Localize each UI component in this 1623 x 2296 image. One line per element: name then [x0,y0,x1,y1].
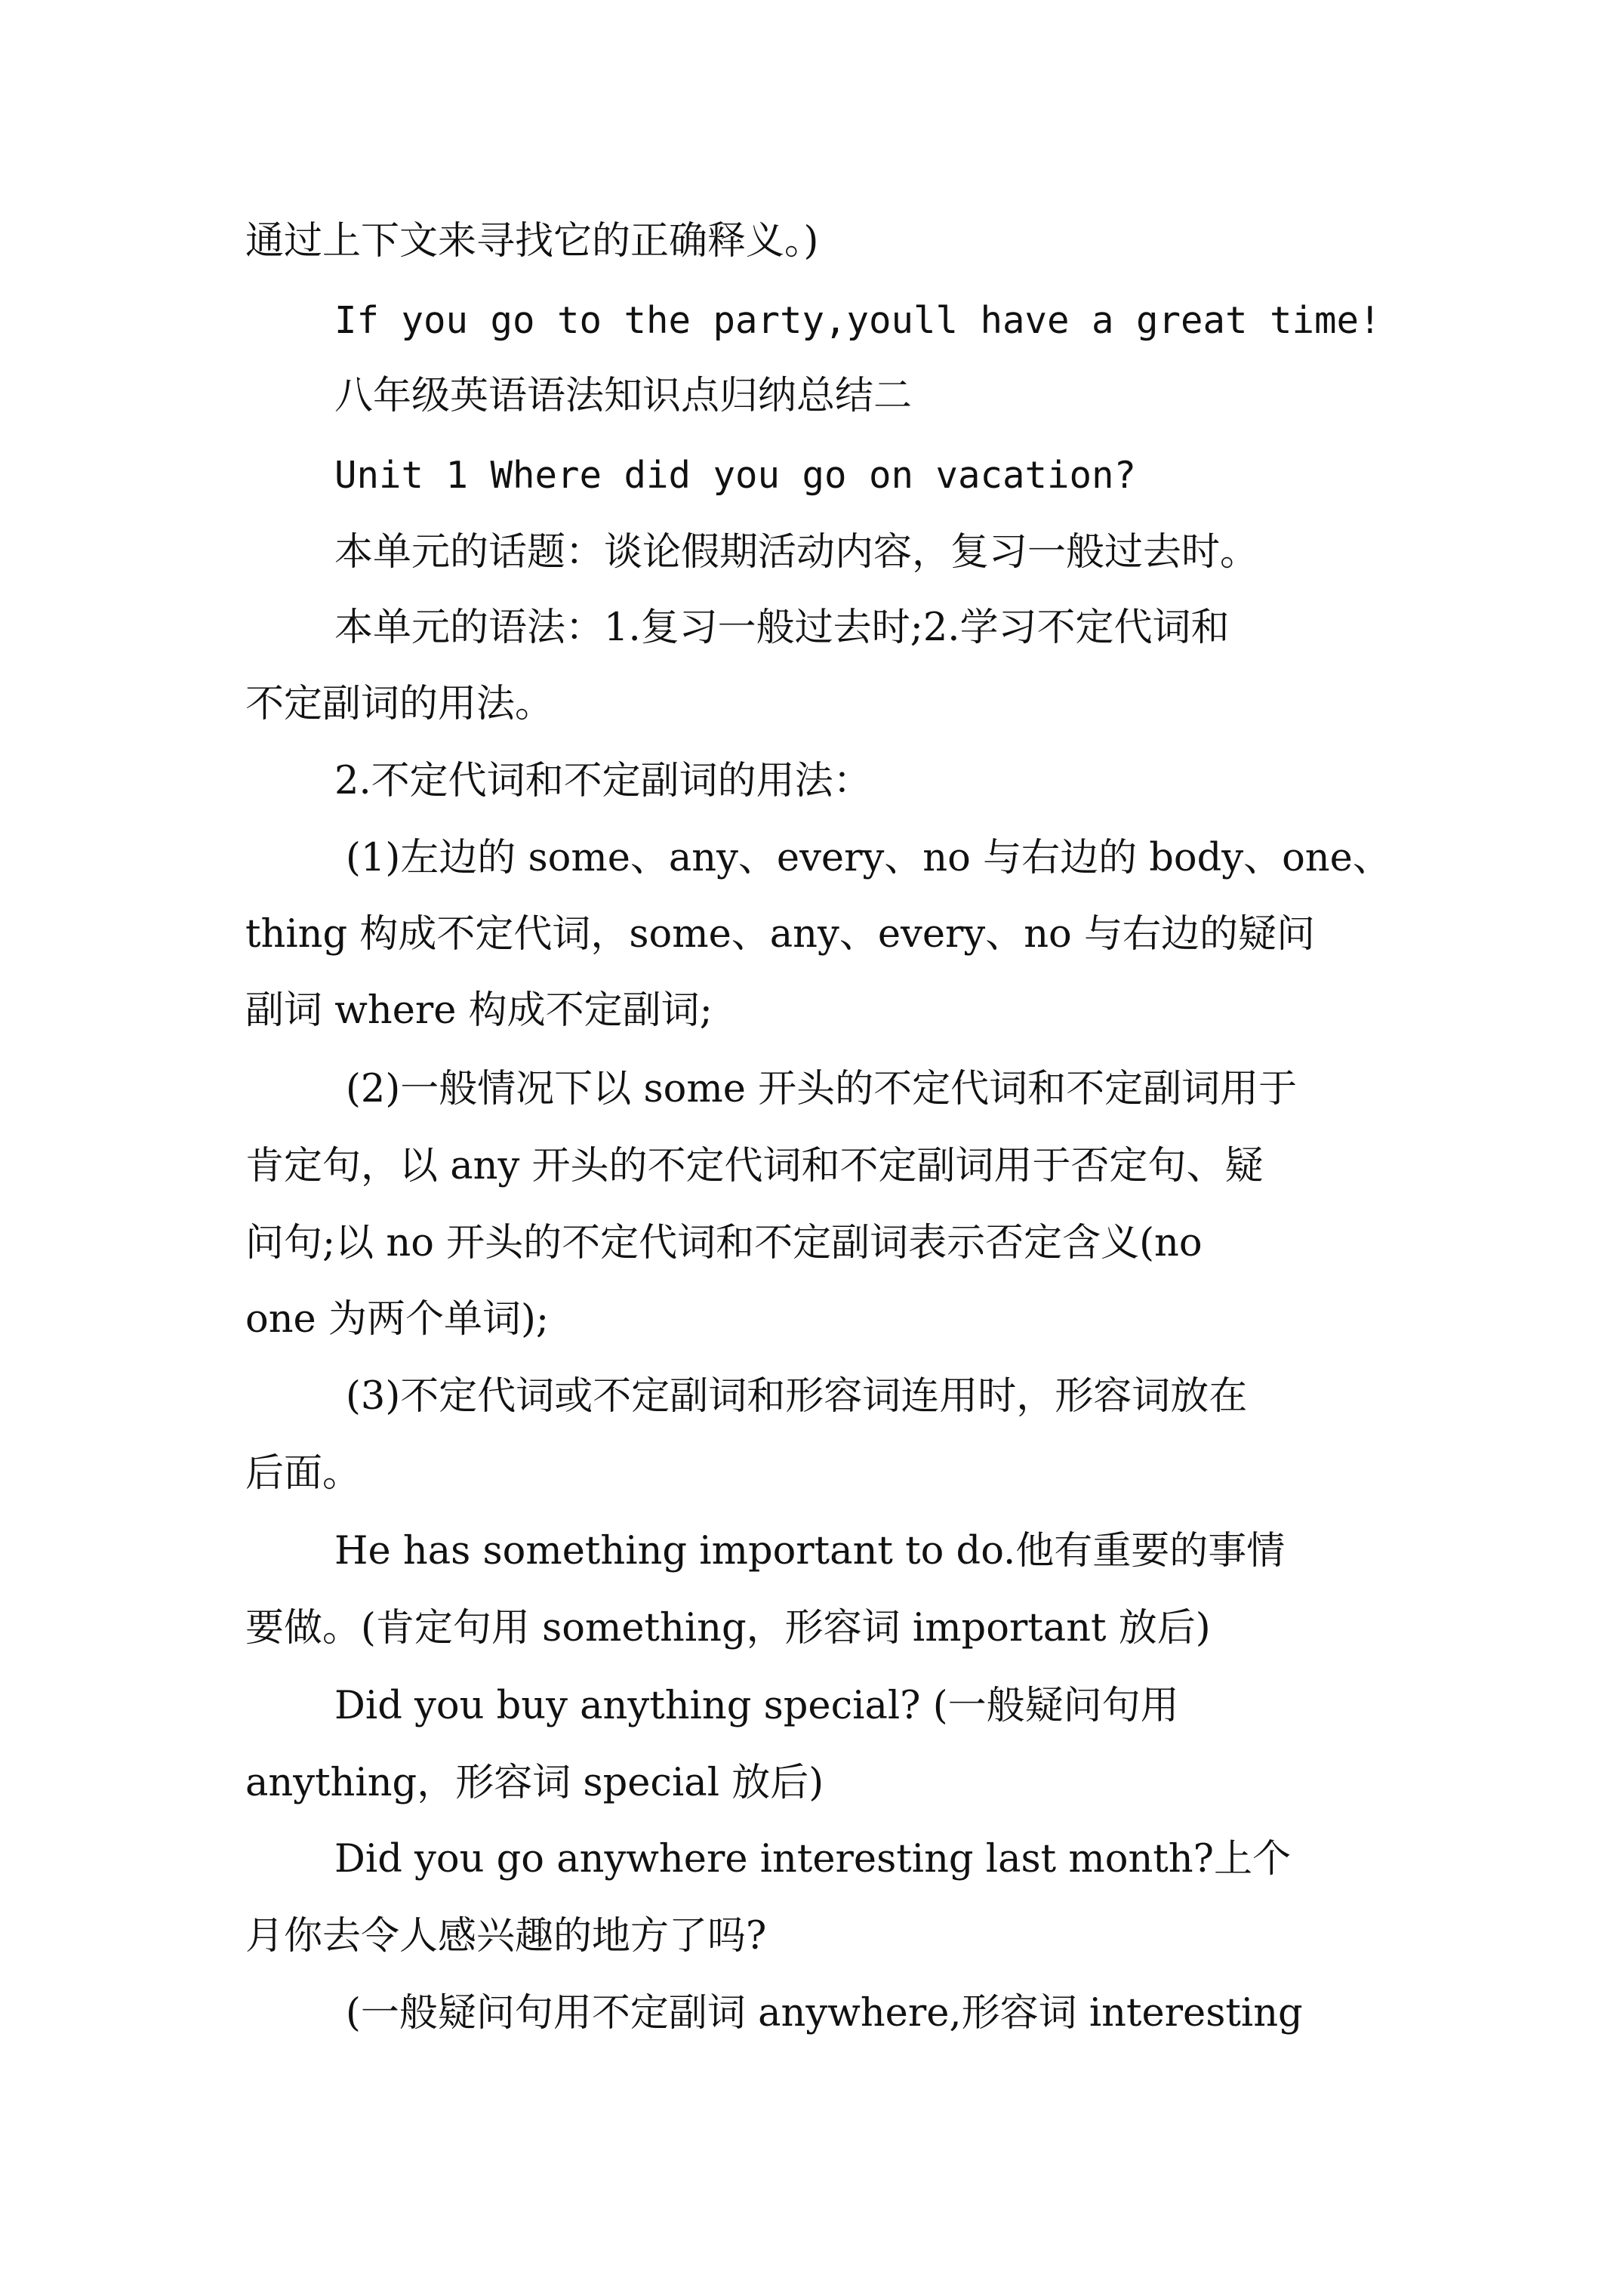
example-sentence: Did you go anywhere interesting last month?上个 [334,1837,1291,1881]
text-line: 本单元的话题：谈论假期活动内容，复习一般过去时。 [334,530,1259,575]
text-line: 肯定句，以 any 开头的不定代词和不定副词用于否定句、疑 [245,1144,1264,1188]
text-line: 问句;以 no 开头的不定代词和不定副词表示否定含义(no [245,1221,1203,1265]
section-title: 八年级英语语法知识点归纳总结二 [334,374,913,418]
text-line: 要做。(肯定句用 something，形容词 important 放后) [245,1606,1211,1650]
text-line: 月你去令人感兴趣的地方了吗? [245,1914,767,1959]
text-line: (一般疑问句用不定副词 anywhere,形容词 interesting [346,1991,1303,2036]
text-line: anything，形容词 special 放后) [245,1761,824,1805]
example-sentence: If you go to the party,youll have a great time! [334,299,1381,342]
text-line: thing 构成不定代词，some、any、every、no 与右边的疑问 [245,912,1315,957]
text-line: 2.不定代词和不定副词的用法： [334,759,872,803]
text-line: 副词 where 构成不定副词; [245,988,713,1033]
text-line: 后面。 [245,1451,362,1496]
text-line: (2)一般情况下以 some 开头的不定代词和不定副词用于 [346,1067,1298,1111]
example-sentence: Did you buy anything special? (一般疑问句用 [334,1684,1179,1728]
text-line: 通过上下文来寻找它的正确释义。) [245,219,819,264]
text-line: 本单元的语法：1.复习一般过去时;2.学习不定代词和 [334,606,1230,650]
text-line: one 为两个单词); [245,1297,550,1342]
example-sentence: He has something important to do.他有重要的事情 [334,1529,1286,1573]
text-line: (1)左边的 some、any、every、no 与右边的 body、one、 [346,836,1391,880]
text-line: 不定副词的用法。 [245,682,554,726]
text-line: (3)不定代词或不定副词和形容词连用时，形容词放在 [346,1374,1248,1419]
unit-title: Unit 1 Where did you go on vacation? [334,454,1137,497]
